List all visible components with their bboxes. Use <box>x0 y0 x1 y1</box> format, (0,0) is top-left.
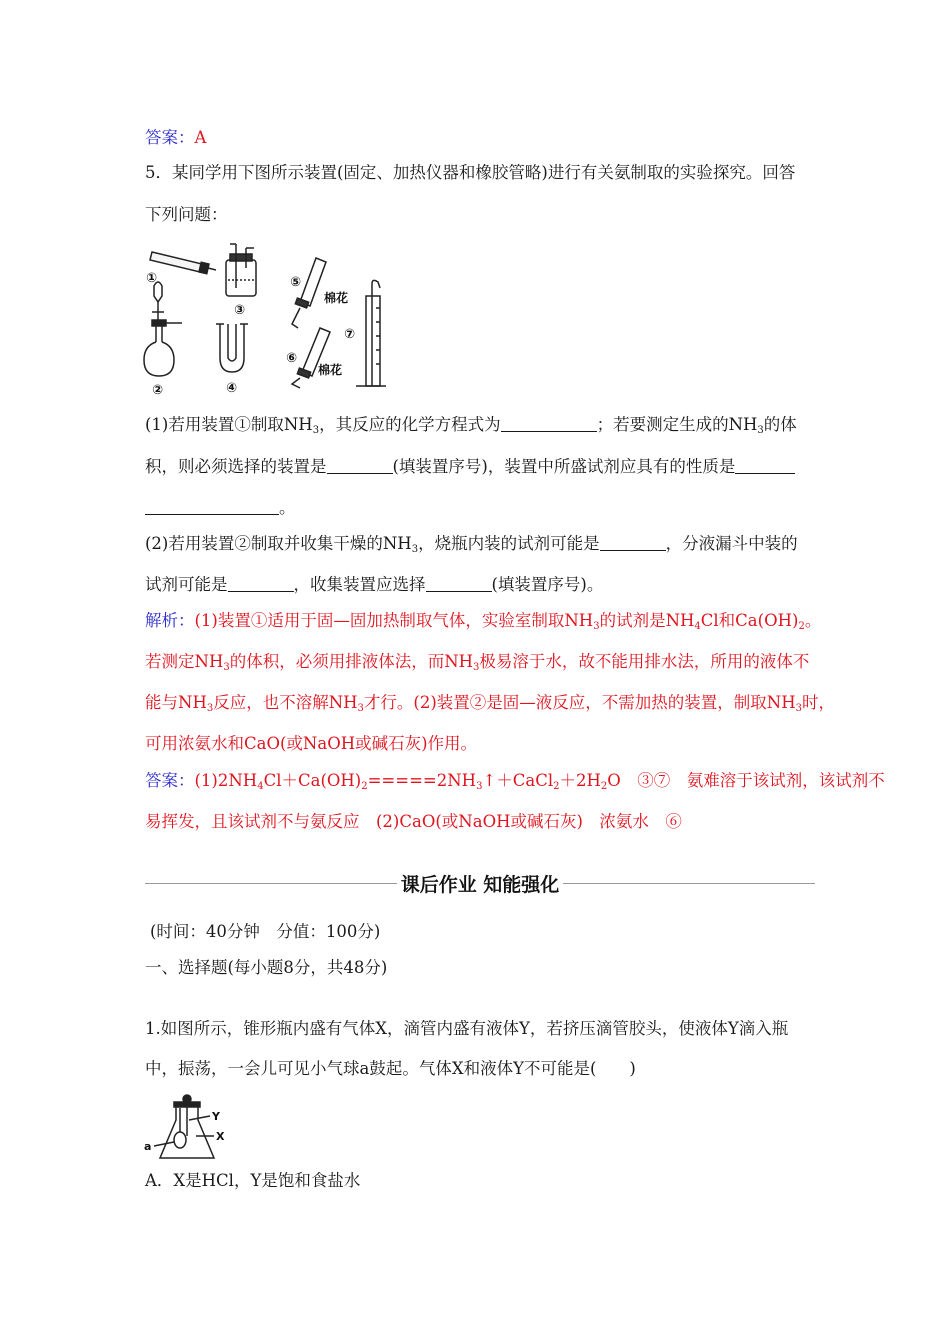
flask-figure <box>140 1092 240 1164</box>
answer5-label: 答案： <box>145 771 195 790</box>
blank-property[interactable] <box>735 457 795 474</box>
section-heading <box>145 870 815 896</box>
q1-line1: 1.如图所示，锥形瓶内盛有气体X，滴管内盛有液体Y，若挤压滴管胶头，使液体Y滴入瓶 <box>145 1019 789 1038</box>
label-a: a <box>144 1140 152 1153</box>
blank-equation[interactable] <box>501 415 597 432</box>
label-7: ⑦ <box>344 327 356 342</box>
label-3: ③ <box>234 303 246 318</box>
answer5-line2: 易挥发，且该试剂不与氨反应 (2)CaO(或NaOH或碱石灰) 浓氨水 ⑥ <box>145 812 682 831</box>
analysis-line1: 解析：(1)装置①适用于固—固加热制取气体，实验室制取$NH_3$的试剂是$NH_4Cl$和$Ca(OH)_2$。 <box>145 611 822 632</box>
blank-device[interactable] <box>327 457 393 474</box>
answer5-line1: 答案：$(1)2NH_4Cl+Ca(OH)_2=====2NH_3↑+CaCl_2+2H_2O$ ③⑦ 氨难溶于该试剂，该试剂不 <box>145 771 885 792</box>
blank-funnel-reagent[interactable] <box>228 575 294 592</box>
analysis-line4: 可用浓氨水和CaO(或NaOH或碱石灰)作用。 <box>145 734 478 753</box>
blank-collect-device[interactable] <box>426 575 492 592</box>
label-4: ④ <box>226 381 238 396</box>
answer-label: 答案： <box>145 128 195 147</box>
cotton-label-2: 棉花 <box>318 363 343 377</box>
time-score: (时间：40分钟 分值：100分) <box>150 922 381 941</box>
analysis-label: 解析： <box>145 611 195 630</box>
blank-property-cont[interactable] <box>145 498 279 515</box>
q5-part2-line1: (2)若用装置②制取并收集干燥的$NH_3$，烧瓶内装的试剂可能是 ，分液漏斗中装的 <box>145 534 798 555</box>
previous-answer <box>145 127 206 149</box>
answer-value: A <box>194 128 207 147</box>
heading-rule-right <box>563 883 815 884</box>
q5-part1-line1: (1)若用装置①制取$NH_3$，其反应的化学方程式为 ；若要测定生成的$NH_3$的体 <box>145 415 797 436</box>
label-x: X <box>216 1130 225 1143</box>
q1-line2: 中，振荡，一会儿可见小气球a鼓起。气体X和液体Y不可能是( ) <box>145 1059 636 1078</box>
q5-part1-line2: 积，则必须选择的装置是 (填装置序号)，装置中所盛试剂应具有的性质是 <box>145 456 795 478</box>
label-5: ⑤ <box>290 275 302 290</box>
q1-option-a[interactable]: A．X是HCl，Y是饱和食盐水 <box>145 1171 361 1190</box>
label-2: ② <box>152 383 164 398</box>
apparatus-figure <box>140 238 390 398</box>
q5-part2-line2: 试剂可能是 ，收集装置应选择 (填装置序号)。 <box>145 575 604 594</box>
q5-part1-line3: 。 <box>145 497 296 519</box>
q5-stem-line2: 下列问题： <box>145 205 228 224</box>
blank-flask-reagent[interactable] <box>600 534 666 551</box>
cotton-label-1: 棉花 <box>324 291 349 305</box>
label-6: ⑥ <box>286 351 298 366</box>
label-1: ① <box>146 271 158 286</box>
heading-rule-left <box>145 883 397 884</box>
analysis-line2: 若测定$NH_3$的体积，必须用排液体法，而$NH_3$极易溶于水，故不能用排水法，所用的液体不 <box>145 652 810 673</box>
analysis-line3: 能与$NH_3$反应，也不溶解$NH_3$才行。(2)装置②是固—液反应，不需加热的装置，制取$NH_3$时， <box>145 693 835 714</box>
part1-title: 一、选择题(每小题8分，共48分) <box>145 958 388 977</box>
label-y: Y <box>212 1110 220 1123</box>
section-title: 课后作业 知能强化 <box>400 873 560 896</box>
q5-stem-line1: 5．某同学用下图所示装置(固定、加热仪器和橡胶管略)进行有关氨制取的实验探究。回答 <box>145 163 796 182</box>
